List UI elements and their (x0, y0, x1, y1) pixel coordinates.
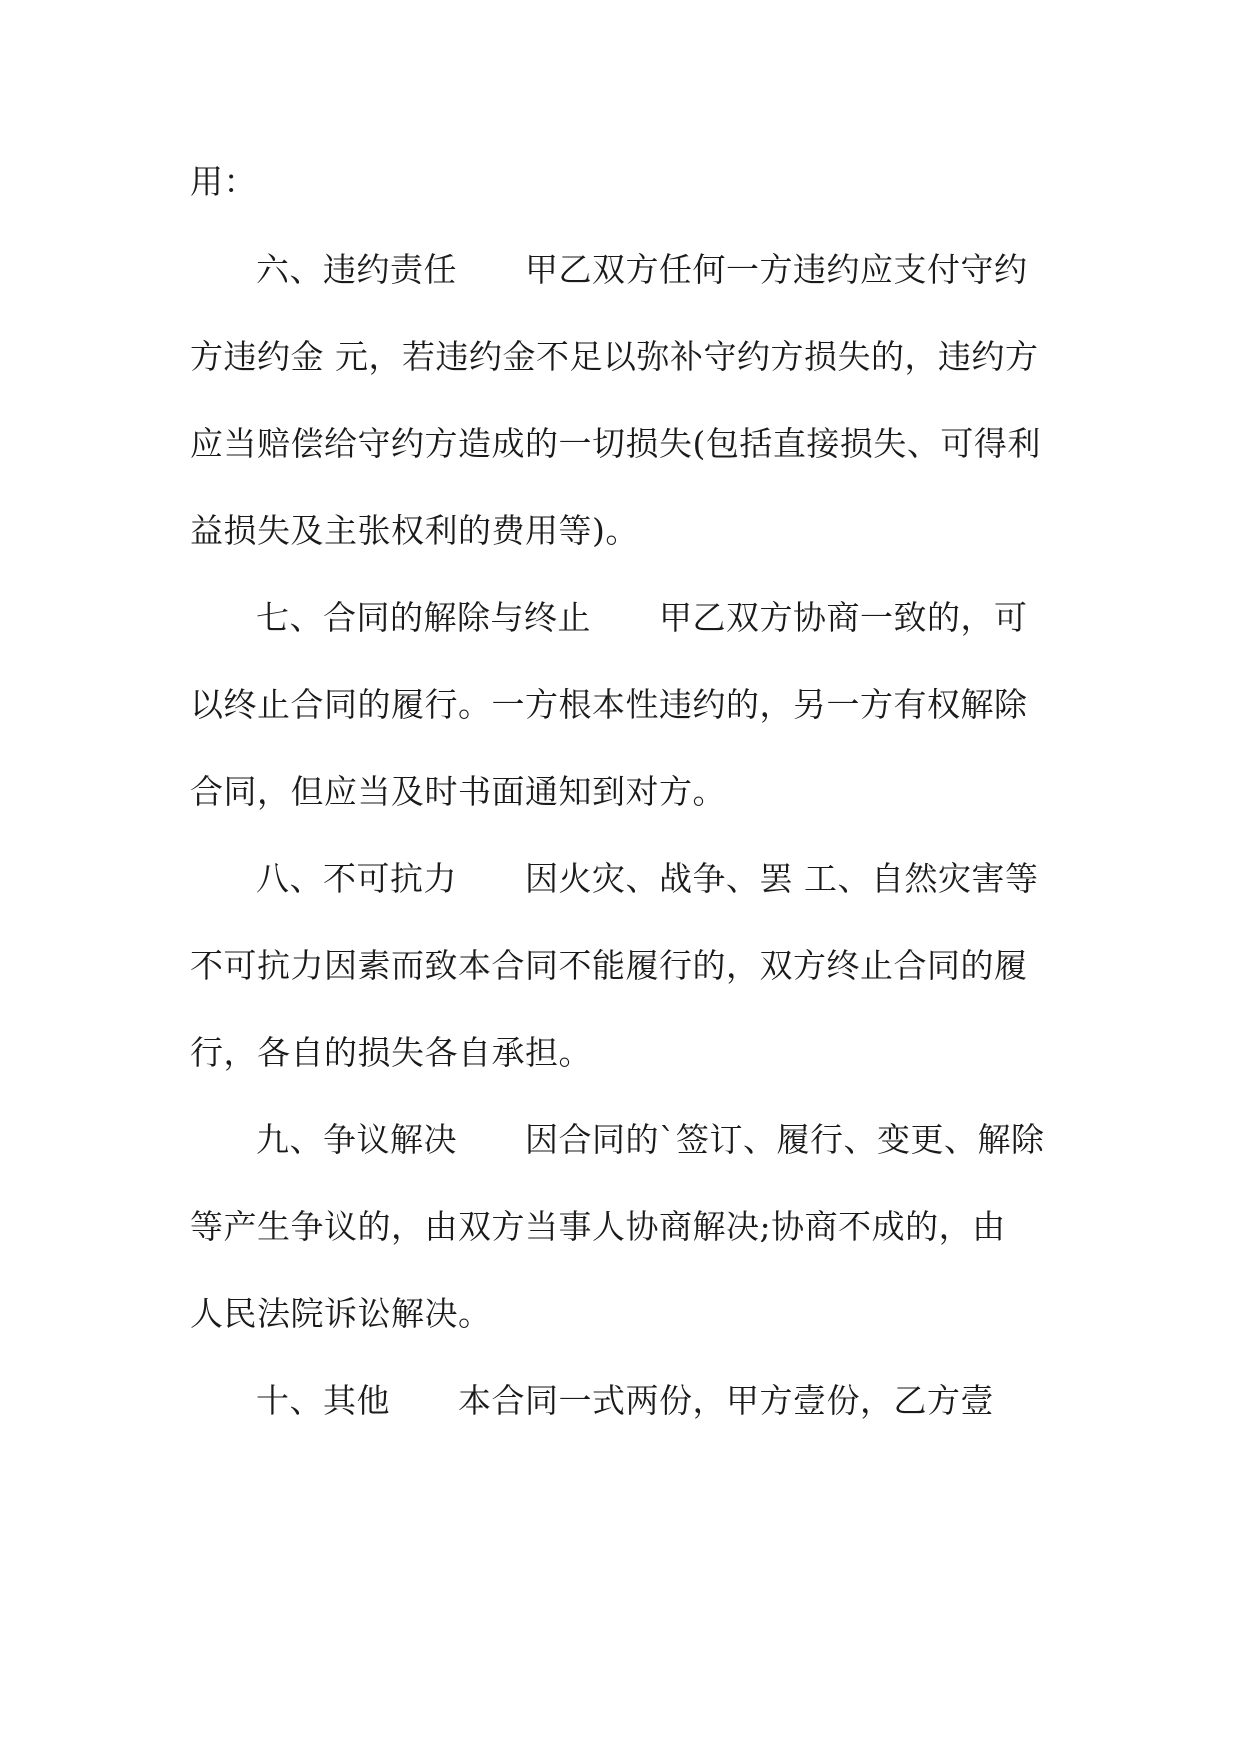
section-text: 甲乙双方协商一致的，可 (659, 598, 1028, 637)
text-line: 以终止合同的履行。一方根本性违约的，另一方有权解除 (190, 685, 1028, 724)
text-line: 方违约金 元，若违约金不足以弥补守约方损失的，违约方 (190, 337, 1039, 376)
text-line: 不可抗力因素而致本合同不能履行的，双方终止合同的履 (190, 946, 1028, 985)
section-heading: 七、合同的解除与终止 (256, 598, 591, 637)
section-text: 本合同一式两份，甲方壹份，乙方壹 (458, 1381, 994, 1420)
section-text: 因合同的`签订、履行、变更、解除 (525, 1120, 1045, 1159)
text-line: 人民法院诉讼解决。 (190, 1294, 492, 1333)
section-heading: 八、不可抗力 (256, 859, 457, 898)
section-10-line (256, 1381, 994, 1421)
text-line: 行，各自的损失各自承担。 (190, 1033, 592, 1072)
text-line: 等产生争议的，由双方当事人协商解决;协商不成的，由 (190, 1207, 1006, 1246)
section-8-line (256, 859, 1039, 899)
section-7-line (256, 598, 1028, 638)
text-line: 应当赔偿给守约方造成的一切损失(包括直接损失、可得利 (190, 424, 1041, 463)
section-9-line (256, 1120, 1045, 1160)
section-6-line (256, 250, 1028, 290)
section-heading: 九、争议解决 (256, 1120, 457, 1159)
text-line: 合同，但应当及时书面通知到对方。 (190, 772, 726, 811)
section-heading: 六、违约责任 (256, 250, 457, 289)
text-line: 用： (190, 162, 257, 201)
section-text: 因火灾、战争、罢 工、自然灾害等 (525, 859, 1039, 898)
text-line: 益损失及主张权利的费用等)。 (190, 511, 639, 550)
section-text: 甲乙双方任何一方违约应支付守约 (525, 250, 1028, 289)
section-heading: 十、其他 (256, 1381, 390, 1420)
